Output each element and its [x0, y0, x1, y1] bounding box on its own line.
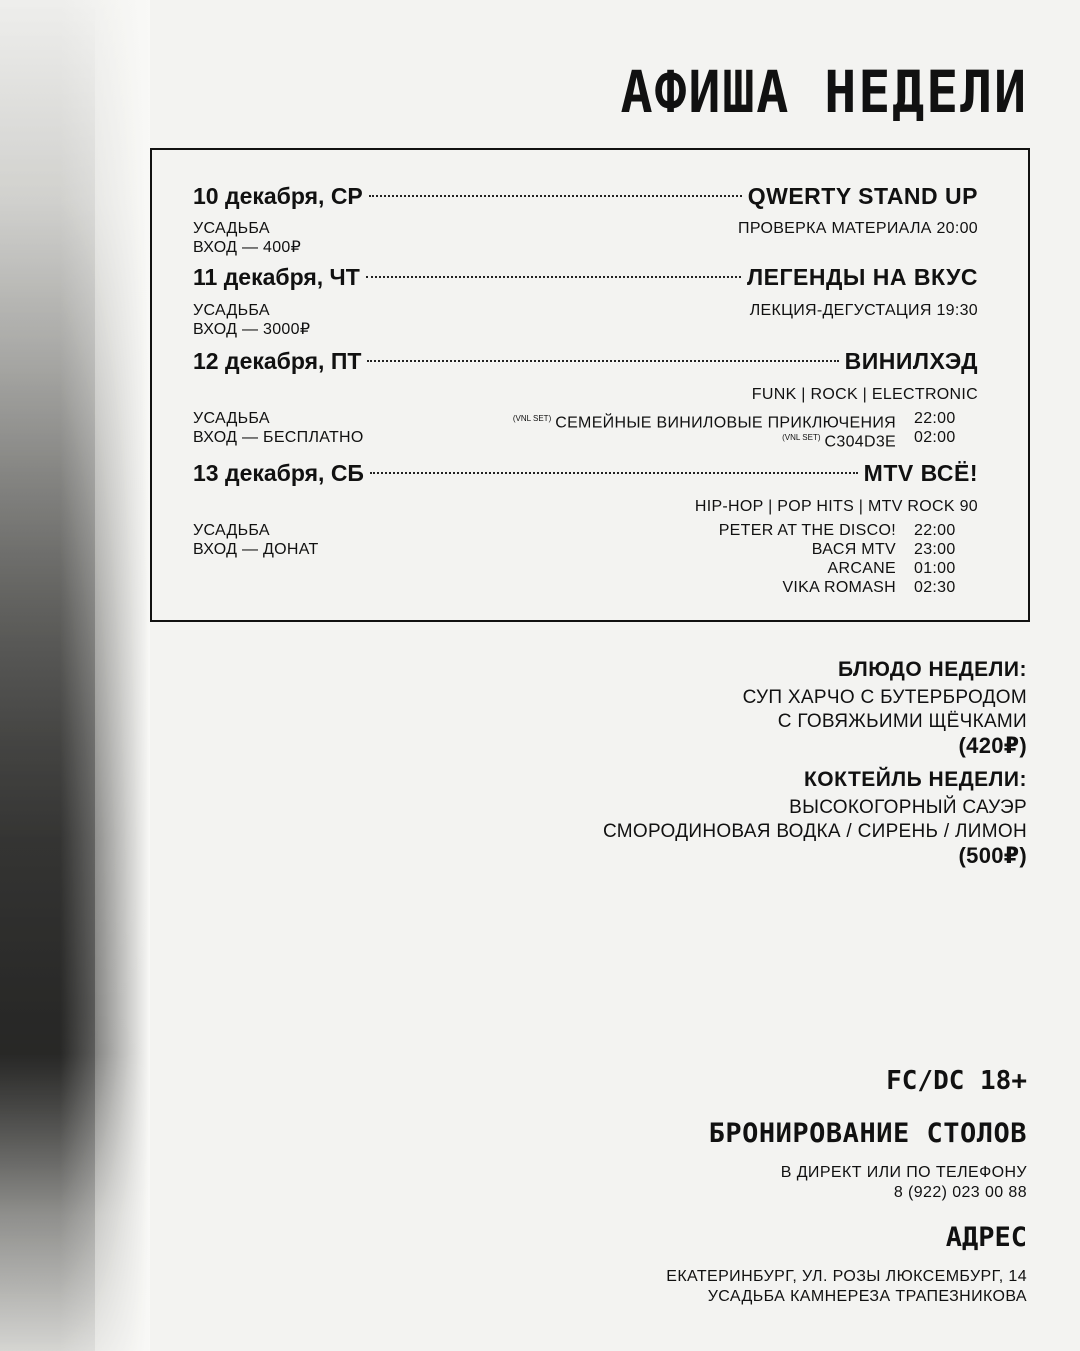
age-policy: FC/DC 18+ — [886, 1066, 1027, 1096]
booking-heading: БРОНИРОВАНИЕ СТОЛОВ — [708, 1118, 1027, 1149]
cocktail-line: СМОРОДИНОВАЯ ВОДКА / СИРЕНЬ / ЛИМОН — [602, 821, 1027, 842]
event-title: QWERTY STAND UP — [747, 183, 978, 209]
address-heading: АДРЕС — [945, 1222, 1027, 1253]
dotted-leader — [366, 276, 741, 278]
event-date: 13 декабря, СБ — [193, 460, 364, 486]
dotted-leader — [370, 472, 858, 474]
performer-time: 01:00 — [914, 560, 956, 577]
lineup-row — [719, 521, 978, 540]
cocktail-of-week — [603, 768, 1027, 868]
event-detail: ПРОВЕРКА МАТЕРИАЛА 20:00 — [738, 220, 978, 237]
performer-name: СЕМЕЙНЫЕ ВИНИЛОВЫЕ ПРИКЛЮЧЕНИЯ — [555, 414, 896, 432]
performer-name: ВАСЯ MTV — [811, 541, 896, 558]
dish-line: С ГОВЯЖЬИМИ ЩЁЧКАМИ — [777, 711, 1027, 732]
dotted-leader — [369, 195, 742, 197]
event-detail: ЛЕКЦИЯ-ДЕГУСТАЦИЯ 19:30 — [749, 302, 978, 319]
booking-text: В ДИРЕКТ ИЛИ ПО ТЕЛЕФОНУ — [780, 1164, 1027, 1181]
event-genres: FUNK | ROCK | ELECTRONIC — [751, 386, 978, 403]
phone-number: 8 (922) 023 00 88 — [893, 1184, 1027, 1201]
event-item — [193, 460, 978, 610]
lineup-row — [828, 559, 978, 578]
event-venue: УСАДЬБА — [193, 220, 270, 237]
performer-time: 02:00 — [914, 429, 956, 446]
address-line: ЕКАТЕРИНБУРГ, УЛ. РОЗЫ ЛЮКСЕМБУРГ, 14 — [666, 1268, 1027, 1285]
event-item — [193, 348, 978, 458]
event-entry: ВХОД — БЕСПЛАТНО — [193, 429, 364, 446]
dish-price: (420₽) — [958, 733, 1027, 758]
dish-of-week — [743, 658, 1027, 758]
performer-time: 02:30 — [914, 579, 956, 596]
event-date: 10 декабря, СР — [193, 183, 363, 209]
performer-time: 22:00 — [914, 522, 956, 539]
event-genres: HIP-HOP | POP HITS | MTV ROCK 90 — [694, 498, 978, 515]
lineup-row — [782, 578, 978, 597]
event-entry: ВХОД — 400₽ — [193, 239, 302, 256]
cocktail-line: ВЫСОКОГОРНЫЙ САУЭР — [789, 797, 1027, 818]
event-entry: ВХОД — 3000₽ — [193, 321, 311, 338]
event-item — [193, 264, 978, 339]
event-venue: УСАДЬБА — [193, 410, 270, 427]
event-venue: УСАДЬБА — [193, 302, 270, 319]
lineup-row — [782, 428, 978, 451]
lineup-row — [812, 540, 978, 559]
dish-line: СУП ХАРЧО С БУТЕРБРОДОМ — [742, 687, 1027, 708]
set-tag: (VNL SET) — [512, 414, 552, 423]
performer-name: ARCANE — [827, 560, 896, 577]
performer-name: PETER AT THE DISCO! — [718, 522, 896, 539]
address-section — [666, 1222, 1027, 1307]
dish-heading: БЛЮДО НЕДЕЛИ: — [837, 658, 1027, 681]
performer-time: 22:00 — [914, 410, 956, 427]
cocktail-heading: КОКТЕЙЛЬ НЕДЕЛИ: — [803, 768, 1027, 791]
cocktail-price: (500₽) — [958, 843, 1027, 868]
performer-name: VIKA ROMASH — [782, 579, 896, 596]
performer-time: 23:00 — [914, 541, 956, 558]
event-title: ЛЕГЕНДЫ НА ВКУС — [746, 264, 978, 290]
event-title: MTV ВСЁ! — [863, 460, 978, 486]
event-venue: УСАДЬБА — [193, 522, 270, 539]
booking-section — [709, 1118, 1027, 1203]
events-board — [150, 148, 1030, 622]
event-item — [193, 183, 978, 258]
dotted-leader — [367, 360, 838, 362]
performer-name: C304D3E — [824, 433, 896, 451]
event-date: 12 декабря, ПТ — [193, 348, 362, 374]
event-title: ВИНИЛХЭД — [844, 348, 978, 374]
page-title: АФИША НЕДЕЛИ — [620, 58, 1028, 126]
event-date: 11 декабря, ЧТ — [193, 264, 360, 290]
event-entry: ВХОД — ДОНАТ — [193, 541, 319, 558]
set-tag: (VNL SET) — [782, 433, 821, 442]
grain-shadow-strip — [0, 0, 95, 1351]
address-line: УСАДЬБА КАМНЕРЕЗА ТРАПЕЗНИКОВА — [707, 1288, 1027, 1305]
